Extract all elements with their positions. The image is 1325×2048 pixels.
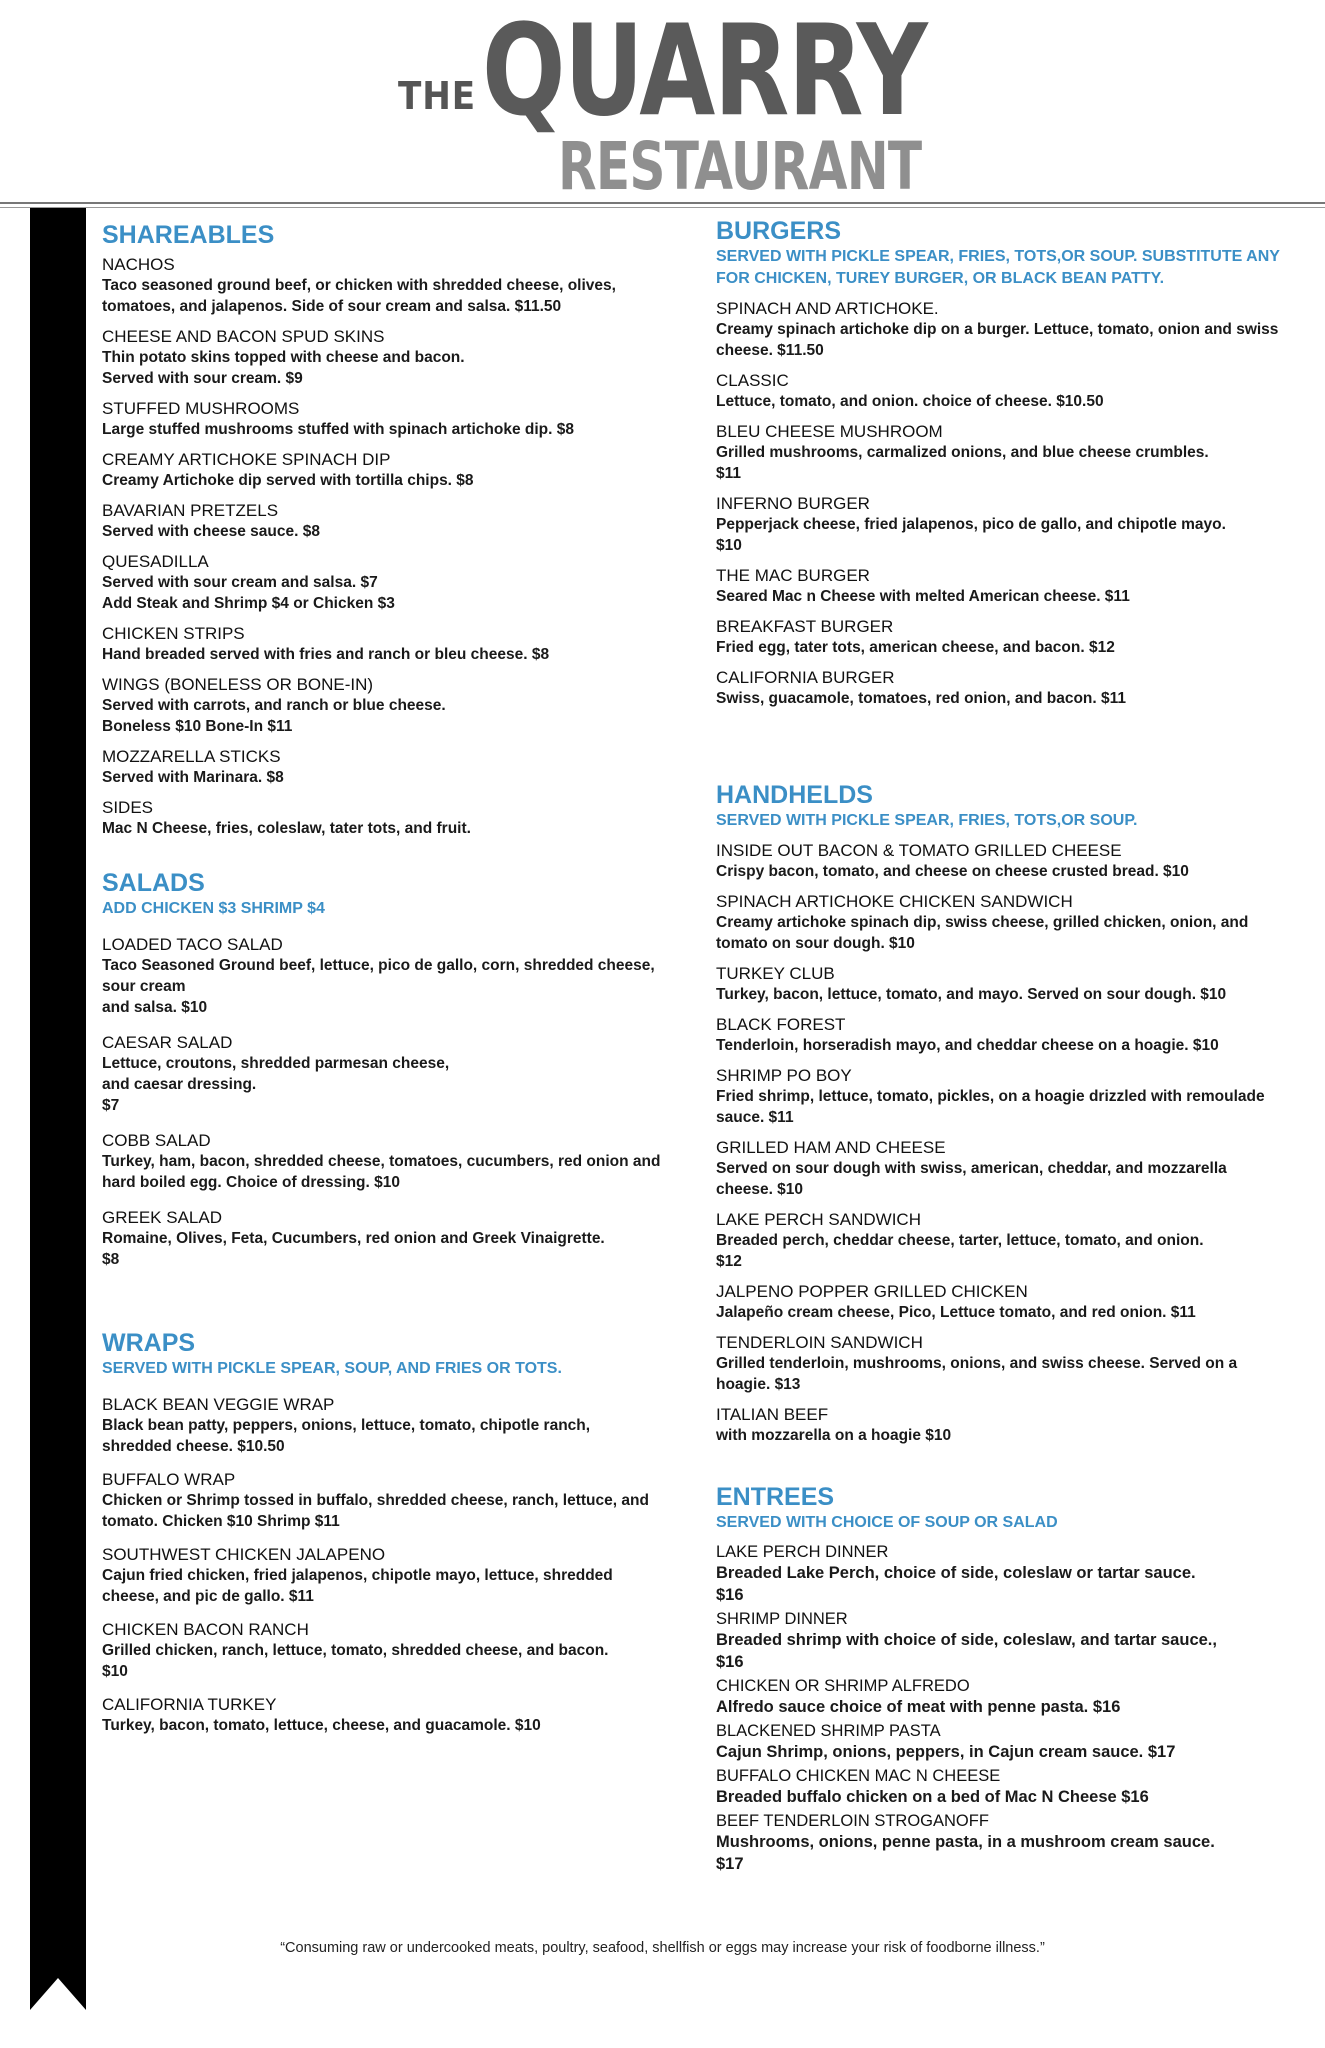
menu-item <box>716 1014 1286 1056</box>
menu-item-name: BLACK FOREST <box>716 1015 846 1034</box>
menu-item-description: Grilled chicken, ranch, lettuce, tomato, shredded cheese, and bacon. $10 <box>102 1642 609 1680</box>
section-entrees <box>716 1482 1286 1878</box>
menu-item <box>716 565 1286 607</box>
menu-item <box>102 551 662 614</box>
menu-item-name: STUFFED MUSHROOMS <box>102 399 300 418</box>
menu-item-description: Pepperjack cheese, fried jalapenos, pico de gallo, and chipotle mayo. $10 <box>716 516 1226 554</box>
menu-item-description: Cajun Shrimp, onions, peppers, in Cajun cream sauce. $17 <box>716 1743 1176 1761</box>
menu-item <box>102 746 662 788</box>
menu-item-description: Cajun fried chicken, fried jalapenos, chipotle mayo, lettuce, shredded cheese, and pic de gallo. $11 <box>102 1567 613 1605</box>
menu-item-description: Grilled mushrooms, carmalized onions, and blue cheese crumbles. $11 <box>716 444 1209 482</box>
menu-item-description: Lettuce, croutons, shredded parmesan cheese, and caesar dressing. $7 <box>102 1055 450 1114</box>
menu-item-name: INFERNO BURGER <box>716 494 870 513</box>
menu-item <box>102 1469 662 1532</box>
menu-item <box>102 500 662 542</box>
section-subtitle: ADD CHICKEN $3 SHRIMP $4 <box>102 900 325 917</box>
menu-item-description: Crispy bacon, tomato, and cheese on cheese crusted bread. $10 <box>716 863 1189 880</box>
menu-item <box>102 797 662 839</box>
section-title: HANDHELDS <box>716 781 873 809</box>
menu-item-name: BUFFALO CHICKEN MAC N CHEESE <box>716 1767 1001 1785</box>
menu-item-name: NACHOS <box>102 255 175 274</box>
menu-item <box>102 398 662 440</box>
menu-item-description: Served on sour dough with swiss, american, cheddar, and mozzarella cheese. $10 <box>716 1160 1227 1198</box>
menu-item-name: SHRIMP PO BOY <box>716 1066 852 1085</box>
menu-item-description: Chicken or Shrimp tossed in buffalo, shredded cheese, ranch, lettuce, and tomato. Chicken $10 Shrimp $11 <box>102 1492 649 1530</box>
menu-item-description: Served with sour cream and salsa. $7 Add Steak and Shrimp $4 or Chicken $3 <box>102 574 395 612</box>
menu-item-name: CREAMY ARTICHOKE SPINACH DIP <box>102 450 391 469</box>
section-wraps <box>102 1328 662 1748</box>
menu-item-description: Breaded shrimp with choice of side, coleslaw, and tartar sauce., $16 <box>716 1631 1217 1671</box>
menu-item-name: SPINACH AND ARTICHOKE. <box>716 299 939 318</box>
menu-item-description: Creamy artichoke spinach dip, swiss cheese, grilled chicken, onion, and tomato on sour dough. $10 <box>716 914 1249 952</box>
menu-item <box>716 1404 1286 1446</box>
menu-item-description: Taco Seasoned Ground beef, lettuce, pico de gallo, corn, shredded cheese, sour cream and salsa. $10 <box>102 957 655 1016</box>
section-title: WRAPS <box>102 1329 196 1357</box>
menu-item-name: LAKE PERCH SANDWICH <box>716 1210 921 1229</box>
menu-item-name: CHICKEN BACON RANCH <box>102 1620 309 1639</box>
section-title: ENTREES <box>716 1483 835 1511</box>
restaurant-logo <box>390 0 950 205</box>
menu-item-description: Thin potato skins topped with cheese and bacon. Served with sour cream. $9 <box>102 349 465 387</box>
menu-item-name: SHRIMP DINNER <box>716 1610 848 1628</box>
menu-item-description: Creamy spinach artichoke dip on a burger. Lettuce, tomato, onion and swiss cheese. $11.50 <box>716 321 1279 359</box>
section-title: SALADS <box>102 869 205 897</box>
menu-item <box>102 623 662 665</box>
menu-item-name: SPINACH ARTICHOKE CHICKEN SANDWICH <box>716 892 1073 911</box>
menu-item-description: Alfredo sauce choice of meat with penne pasta. $16 <box>716 1698 1121 1716</box>
item-list <box>716 298 1286 709</box>
menu-item-description: Swiss, guacamole, tomatoes, red onion, and bacon. $11 <box>716 690 1127 707</box>
section-handhelds <box>716 780 1286 1455</box>
menu-item <box>102 934 662 1018</box>
menu-item-name: ITALIAN BEEF <box>716 1405 829 1424</box>
menu-item-description: Creamy Artichoke dip served with tortilla chips. $8 <box>102 472 474 489</box>
menu-item <box>716 493 1286 556</box>
food-safety-disclaimer: “Consuming raw or undercooked meats, poultry, seafood, shellfish or eggs may increase your risk of foodborne illness.” <box>280 1940 1045 1956</box>
menu-item-name: BUFFALO WRAP <box>102 1470 236 1489</box>
menu-item <box>102 1619 662 1682</box>
menu-item <box>102 1032 662 1116</box>
menu-item-description: Hand breaded served with fries and ranch or bleu cheese. $8 <box>102 646 550 663</box>
menu-item <box>716 1065 1286 1128</box>
menu-item-description: Black bean patty, peppers, onions, lettuce, tomato, chipotle ranch, shredded cheese. $10.50 <box>102 1417 591 1455</box>
menu-item-description: Fried egg, tater tots, american cheese, and bacon. $12 <box>716 639 1115 656</box>
menu-item-name: CHICKEN OR SHRIMP ALFREDO <box>716 1677 970 1695</box>
menu-item <box>716 298 1286 361</box>
menu-item-name: BLACKENED SHRIMP PASTA <box>716 1722 941 1740</box>
menu-item-description: Breaded buffalo chicken on a bed of Mac N Cheese $16 <box>716 1788 1149 1806</box>
menu-item <box>716 1332 1286 1395</box>
logo-quarry: QUARRY <box>482 0 927 144</box>
header-divider <box>0 202 1325 204</box>
menu-item-description: Taco seasoned ground beef, or chicken with shredded cheese, olives, tomatoes, and jalapenos. Side of sour cream and salsa. $11.50 <box>102 277 616 315</box>
menu-item-name: GREEK SALAD <box>102 1208 222 1227</box>
section-subtitle: SERVED WITH CHOICE OF SOUP OR SALAD <box>716 1514 1058 1531</box>
section-title: SHAREABLES <box>102 221 275 249</box>
menu-item-name: CAESAR SALAD <box>102 1033 233 1052</box>
section-salads <box>102 868 662 1284</box>
menu-item-name: BEEF TENDERLOIN STROGANOFF <box>716 1812 989 1830</box>
menu-item-name: BLACK BEAN VEGGIE WRAP <box>102 1395 335 1414</box>
menu-item-description: Lettuce, tomato, and onion. choice of cheese. $10.50 <box>716 393 1104 410</box>
menu-item <box>716 891 1286 954</box>
section-shareables <box>102 220 662 848</box>
menu-item <box>716 1281 1286 1323</box>
menu-item-name: GRILLED HAM AND CHEESE <box>716 1138 946 1157</box>
menu-item-name: QUESADILLA <box>102 552 209 571</box>
menu-item <box>716 1811 1286 1875</box>
menu-item <box>716 963 1286 1005</box>
menu-item <box>716 1209 1286 1272</box>
menu-item-name: LAKE PERCH DINNER <box>716 1543 889 1561</box>
menu-item-name: LOADED TACO SALAD <box>102 935 283 954</box>
menu-item <box>716 421 1286 484</box>
header-divider-thin <box>0 207 1325 208</box>
menu-item-name: CHICKEN STRIPS <box>102 624 245 643</box>
menu-item <box>716 616 1286 658</box>
item-list <box>102 1394 662 1736</box>
menu-item-description: Turkey, bacon, lettuce, tomato, and mayo. Served on sour dough. $10 <box>716 986 1227 1003</box>
menu-item <box>716 1609 1286 1673</box>
logo-restaurant: RESTAURANT <box>558 128 922 205</box>
menu-item <box>102 1130 662 1193</box>
section-subtitle: SERVED WITH PICKLE SPEAR, FRIES, TOTS,OR SOUP. <box>716 812 1138 829</box>
menu-item <box>102 254 662 317</box>
menu-item-name: THE MAC BURGER <box>716 566 870 585</box>
menu-item-name: BAVARIAN PRETZELS <box>102 501 279 520</box>
menu-item-name: BREAKFAST BURGER <box>716 617 894 636</box>
menu-item-name: SOUTHWEST CHICKEN JALAPENO <box>102 1545 386 1564</box>
menu-item-description: Romaine, Olives, Feta, Cucumbers, red onion and Greek Vinaigrette. $8 <box>102 1230 605 1268</box>
menu-item-description: Turkey, ham, bacon, shredded cheese, tomatoes, cucumbers, red onion and hard boiled egg. Choice of dressing. $10 <box>102 1153 661 1191</box>
item-list <box>716 1542 1286 1875</box>
menu-item-description: Served with carrots, and ranch or blue cheese. Boneless $10 Bone-In $11 <box>102 697 446 735</box>
menu-item-description: Served with cheese sauce. $8 <box>102 523 320 540</box>
menu-item-description: Jalapeño cream cheese, Pico, Lettuce tomato, and red onion. $11 <box>716 1304 1196 1321</box>
menu-item <box>716 1542 1286 1606</box>
menu-item <box>716 840 1286 882</box>
menu-item <box>716 1137 1286 1200</box>
menu-item <box>716 370 1286 412</box>
menu-item-name: WINGS (BONELESS OR BONE-IN) <box>102 675 374 694</box>
menu-item-name: MOZZARELLA STICKS <box>102 747 281 766</box>
menu-item-description: Mac N Cheese, fries, coleslaw, tater tots, and fruit. <box>102 820 471 837</box>
section-burgers <box>716 216 1286 718</box>
menu-item-description: Seared Mac n Cheese with melted American cheese. $11 <box>716 588 1130 605</box>
menu-item-name: CALIFORNIA BURGER <box>716 668 895 687</box>
menu-item <box>716 1721 1286 1763</box>
menu-item <box>102 1207 662 1270</box>
menu-item-name: TURKEY CLUB <box>716 964 835 983</box>
menu-item-description: Grilled tenderloin, mushrooms, onions, and swiss cheese. Served on a hoagie. $13 <box>716 1355 1238 1393</box>
item-list <box>716 840 1286 1446</box>
menu-item-name: CLASSIC <box>716 371 789 390</box>
menu-item <box>716 667 1286 709</box>
menu-item-name: INSIDE OUT BACON & TOMATO GRILLED CHEESE <box>716 841 1122 860</box>
menu-item-description: Served with Marinara. $8 <box>102 769 284 786</box>
logo-the: THE <box>398 74 477 118</box>
menu-item <box>102 326 662 389</box>
menu-item <box>102 1694 662 1736</box>
menu-item-name: CHEESE AND BACON SPUD SKINS <box>102 327 385 346</box>
item-list <box>102 934 662 1270</box>
menu-item-name: COBB SALAD <box>102 1131 211 1150</box>
menu-item-description: Fried shrimp, lettuce, tomato, pickles, on a hoagie drizzled with remoulade sauce. $11 <box>716 1088 1265 1126</box>
menu-item <box>102 1544 662 1607</box>
item-list <box>102 254 662 839</box>
ribbon-bookmark <box>30 208 86 2010</box>
menu-item-name: TENDERLOIN SANDWICH <box>716 1333 923 1352</box>
menu-item-description: Tenderloin, horseradish mayo, and cheddar cheese on a hoagie. $10 <box>716 1037 1219 1054</box>
menu-item-name: CALIFORNIA TURKEY <box>102 1695 277 1714</box>
section-title: BURGERS <box>716 217 842 245</box>
section-subtitle: SERVED WITH PICKLE SPEAR, SOUP, AND FRIES OR TOTS. <box>102 1360 562 1377</box>
menu-item-description: Breaded perch, cheddar cheese, tarter, lettuce, tomato, and onion. $12 <box>716 1232 1204 1270</box>
section-subtitle: SERVED WITH PICKLE SPEAR, FRIES, TOTS,OR SOUP. SUBSTITUTE ANY FOR CHICKEN, TUREY BURGER, OR BLACK BEAN PATTY. <box>716 248 1280 287</box>
menu-item-description: Mushrooms, onions, penne pasta, in a mushroom cream sauce. $17 <box>716 1833 1215 1873</box>
menu-item-name: SIDES <box>102 798 154 817</box>
menu-item <box>102 449 662 491</box>
menu-item <box>716 1766 1286 1808</box>
menu-item-description: with mozzarella on a hoagie $10 <box>716 1427 952 1444</box>
menu-item <box>716 1676 1286 1718</box>
menu-item-name: BLEU CHEESE MUSHROOM <box>716 422 943 441</box>
menu-item-name: JALPENO POPPER GRILLED CHICKEN <box>716 1282 1028 1301</box>
menu-item-description: Breaded Lake Perch, choice of side, coleslaw or tartar sauce. $16 <box>716 1564 1196 1604</box>
menu-item <box>102 674 662 737</box>
menu-item-description: Turkey, bacon, tomato, lettuce, cheese, and guacamole. $10 <box>102 1717 541 1734</box>
menu-item-description: Large stuffed mushrooms stuffed with spinach artichoke dip. $8 <box>102 421 574 438</box>
menu-item <box>102 1394 662 1457</box>
